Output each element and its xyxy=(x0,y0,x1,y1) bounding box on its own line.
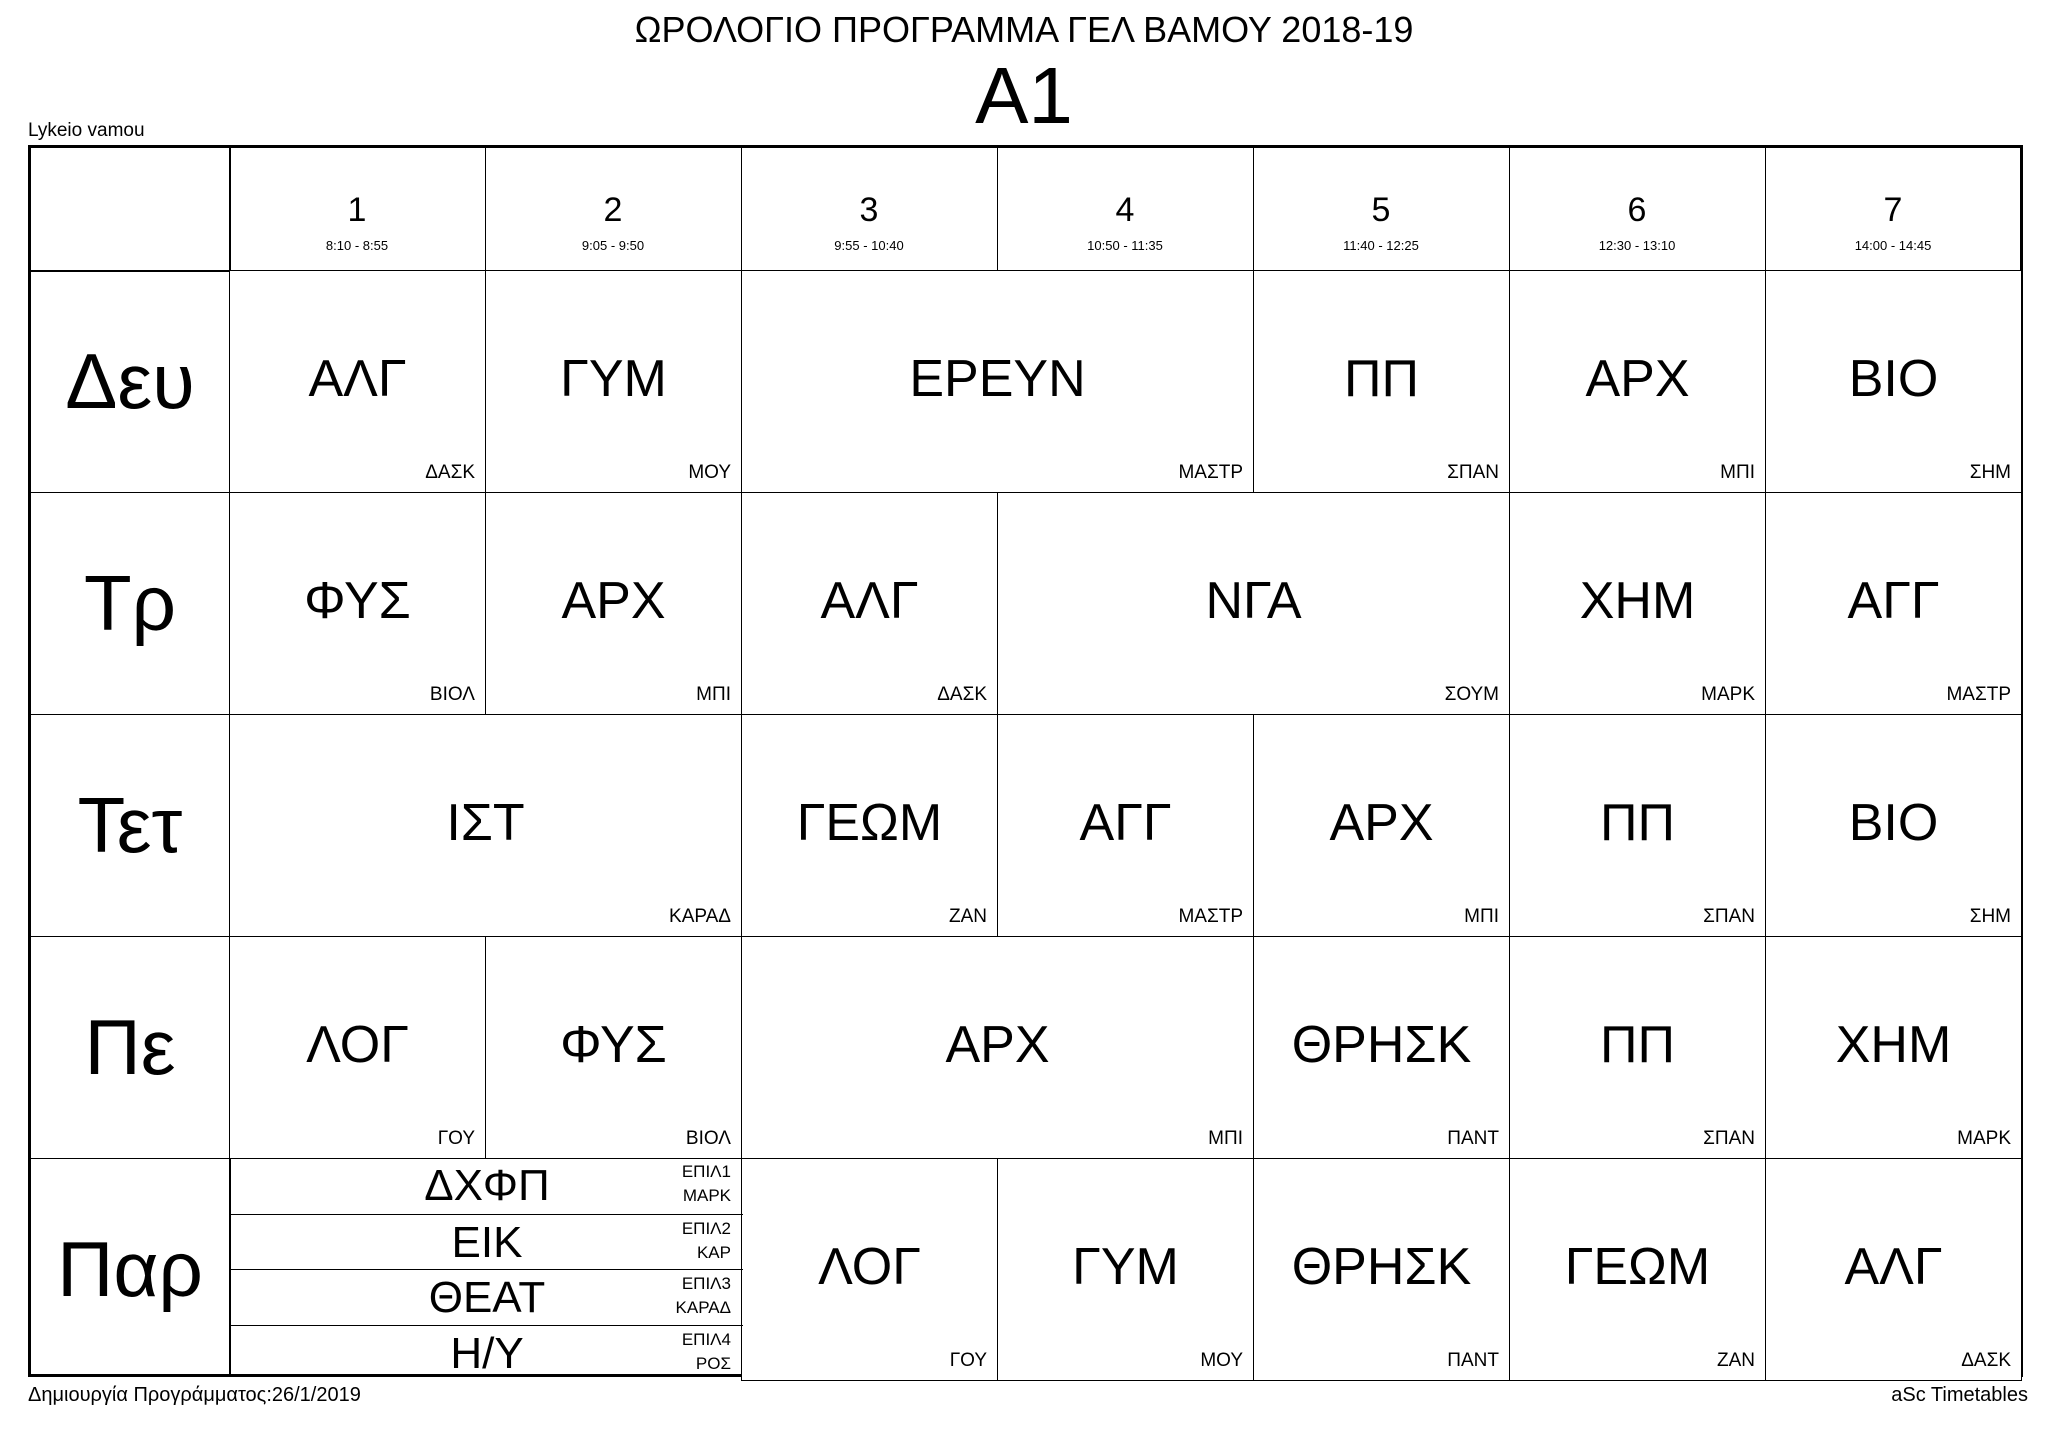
lesson-teacher: ΜΟΥ xyxy=(1200,1350,1243,1371)
lesson-subject: ΦΥΣ xyxy=(304,572,411,630)
lesson-teacher: ΓΟΥ xyxy=(949,1350,987,1371)
lesson-cell[interactable] xyxy=(1765,1158,2022,1381)
lesson-subject: ΘΡΗΣΚ xyxy=(1291,1238,1472,1296)
period-header xyxy=(741,148,997,270)
lesson-subject: ΠΠ xyxy=(1343,350,1420,408)
lesson-subject: ΕΡΕΥΝ xyxy=(909,350,1086,408)
lesson-cell[interactable] xyxy=(1253,1158,1510,1381)
lesson-cell[interactable] xyxy=(229,492,486,715)
lesson-teacher: ΒΙΟΛ xyxy=(429,684,475,705)
lesson-subject: ΑΛΓ xyxy=(308,350,407,408)
lesson-teacher: ΣΠΑΝ xyxy=(1447,462,1499,483)
period-number: 7 xyxy=(1883,191,1903,229)
lesson-subject: ΘΡΗΣΚ xyxy=(1291,1016,1472,1074)
lesson-teacher: ΜΑΣΤΡ xyxy=(1178,906,1243,927)
lesson-cell[interactable] xyxy=(997,714,1254,937)
period-header xyxy=(997,148,1253,270)
lesson-subject: ΠΠ xyxy=(1599,794,1676,852)
lesson-teacher: ΖΑΝ xyxy=(1717,1350,1755,1371)
lesson-teacher: ΔΑΣΚ xyxy=(1961,1350,2011,1371)
lesson-subject: ΓΥΜ xyxy=(560,350,667,408)
period-header xyxy=(229,148,485,270)
period-header xyxy=(1765,148,2021,270)
elective-group: ΕΠΙΛ4 xyxy=(681,1329,731,1349)
lesson-cell[interactable] xyxy=(1509,714,1766,937)
lesson-teacher: ΣΟΥΜ xyxy=(1444,684,1499,705)
period-header xyxy=(485,148,741,270)
lesson-teacher: ΣΠΑΝ xyxy=(1703,906,1755,927)
timetable-grid xyxy=(28,145,2023,1377)
lesson-subject: ΝΓΑ xyxy=(1205,572,1302,630)
elective-subject: ΔΧΦΠ xyxy=(424,1161,550,1210)
lesson-subject: ΑΛΓ xyxy=(1844,1238,1943,1296)
lesson-cell[interactable] xyxy=(741,936,1254,1159)
period-header xyxy=(1253,148,1509,270)
lesson-teacher: ΔΑΣΚ xyxy=(937,684,987,705)
lesson-cell[interactable] xyxy=(741,492,998,715)
period-number: 2 xyxy=(603,191,623,229)
elective-labels xyxy=(676,1272,731,1320)
lesson-subject: ΧΗΜ xyxy=(1579,572,1696,630)
lesson-teacher: ΔΑΣΚ xyxy=(425,462,475,483)
period-number: 5 xyxy=(1371,191,1391,229)
elective-cell[interactable] xyxy=(231,1214,743,1270)
lesson-subject: ΑΡΧ xyxy=(1329,794,1434,852)
lesson-teacher: ΜΠΙ xyxy=(1720,462,1755,483)
lesson-subject: ΧΗΜ xyxy=(1835,1016,1952,1074)
lesson-subject: ΓΥΜ xyxy=(1072,1238,1179,1296)
lesson-cell[interactable] xyxy=(1765,714,2022,937)
brand-label: aSc Timetables xyxy=(1891,1384,2028,1406)
lesson-subject: ΒΙΟ xyxy=(1848,350,1939,408)
lesson-subject: ΑΓΓ xyxy=(1847,572,1940,630)
lesson-cell[interactable] xyxy=(997,492,1510,715)
elective-teacher: ΚΑΡΑΔ xyxy=(675,1298,731,1317)
lesson-subject: ΦΥΣ xyxy=(560,1016,667,1074)
elective-labels xyxy=(682,1328,731,1376)
lesson-teacher: ΠΑΝΤ xyxy=(1447,1350,1499,1371)
lesson-subject: ΙΣΤ xyxy=(446,794,525,852)
lesson-subject: ΛΟΓ xyxy=(818,1238,921,1296)
lesson-cell[interactable] xyxy=(997,1158,1254,1381)
timetable-title: ΩΡΟΛΟΓΙΟ ΠΡΟΓΡΑΜΜΑ ΓΕΛ ΒΑΜΟΥ 2018-19 xyxy=(634,9,1414,50)
lesson-teacher: ΜΑΣΤΡ xyxy=(1178,462,1243,483)
lesson-cell[interactable] xyxy=(1765,936,2022,1159)
lesson-teacher: ΖΑΝ xyxy=(949,906,987,927)
lesson-teacher: ΜΑΣΤΡ xyxy=(1946,684,2011,705)
lesson-cell[interactable] xyxy=(1765,270,2022,493)
elective-cell[interactable] xyxy=(231,1269,743,1325)
class-name: Α1 xyxy=(975,51,1073,140)
lesson-cell[interactable] xyxy=(1765,492,2022,715)
lesson-cell[interactable] xyxy=(1253,936,1510,1159)
lesson-subject: ΠΠ xyxy=(1599,1016,1676,1074)
lesson-subject: ΓΕΩΜ xyxy=(796,794,943,852)
lesson-cell[interactable] xyxy=(1509,1158,1766,1381)
lesson-teacher: ΜΑΡΚ xyxy=(1701,684,1755,705)
elective-subject: ΘΕΑΤ xyxy=(428,1273,546,1322)
period-number: 4 xyxy=(1115,191,1135,229)
day-label: Τρ xyxy=(83,558,176,647)
lesson-teacher: ΜΠΙ xyxy=(696,684,731,705)
lesson-subject: ΑΡΧ xyxy=(1585,350,1690,408)
lesson-teacher: ΠΑΝΤ xyxy=(1447,1128,1499,1149)
elective-group: ΕΠΙΛ3 xyxy=(681,1274,731,1293)
lesson-teacher: ΣΗΜ xyxy=(1969,462,2011,483)
lesson-cell[interactable] xyxy=(741,270,1254,493)
elective-subject: Η/Υ xyxy=(450,1328,524,1378)
lesson-cell[interactable] xyxy=(229,714,742,937)
lesson-teacher: ΣΠΑΝ xyxy=(1703,1128,1755,1149)
period-time: 9:05 - 9:50 xyxy=(581,238,645,253)
day-label: Δευ xyxy=(65,336,195,425)
lesson-cell[interactable] xyxy=(1253,270,1510,493)
lesson-teacher: ΜΠΙ xyxy=(1464,906,1499,927)
elective-cell[interactable] xyxy=(231,1325,743,1381)
lesson-cell[interactable] xyxy=(741,1158,998,1381)
lesson-teacher: ΜΟΥ xyxy=(688,462,731,483)
period-time: 10:50 - 11:35 xyxy=(1087,238,1163,253)
lesson-teacher: ΒΙΟΛ xyxy=(685,1128,731,1149)
elective-teacher: ΜΑΡΚ xyxy=(682,1186,731,1205)
period-header xyxy=(1509,148,1765,270)
elective-labels xyxy=(682,1160,731,1208)
lesson-subject: ΑΡΧ xyxy=(945,1016,1050,1074)
lesson-teacher: ΚΑΡΑΔ xyxy=(669,906,731,927)
lesson-subject: ΓΕΩΜ xyxy=(1564,1238,1711,1296)
lesson-teacher: ΜΠΙ xyxy=(1208,1128,1243,1149)
period-number: 3 xyxy=(859,191,879,229)
lesson-subject: ΑΛΓ xyxy=(820,572,919,630)
period-time: 14:00 - 14:45 xyxy=(1854,238,1932,253)
lesson-cell[interactable] xyxy=(485,936,742,1159)
lesson-cell[interactable] xyxy=(229,270,486,493)
lesson-teacher: ΣΗΜ xyxy=(1969,906,2011,927)
lesson-cell[interactable] xyxy=(485,270,742,493)
period-number: 1 xyxy=(347,191,367,229)
elective-labels xyxy=(682,1217,731,1265)
elective-group: ΕΠΙΛ1 xyxy=(681,1162,731,1181)
lesson-cell[interactable] xyxy=(1509,270,1766,493)
period-time: 12:30 - 13:10 xyxy=(1598,238,1676,253)
lesson-cell[interactable] xyxy=(1509,936,1766,1159)
period-time: 8:10 - 8:55 xyxy=(325,238,389,253)
lesson-subject: ΑΓΓ xyxy=(1079,794,1172,852)
elective-teacher: ΚΑΡ xyxy=(696,1242,731,1262)
lesson-teacher: ΓΟΥ xyxy=(437,1128,475,1149)
lesson-subject: ΑΡΧ xyxy=(561,572,666,630)
lesson-teacher: ΜΑΡΚ xyxy=(1957,1128,2011,1149)
period-time: 11:40 - 12:25 xyxy=(1343,238,1419,253)
lesson-cell[interactable] xyxy=(1509,492,1766,715)
lesson-cell[interactable] xyxy=(1253,714,1510,937)
lesson-cell[interactable] xyxy=(229,936,486,1159)
elective-subject: ΕΙΚ xyxy=(451,1217,523,1267)
lesson-subject: ΒΙΟ xyxy=(1848,794,1939,852)
day-label: Πε xyxy=(84,1002,176,1091)
created-date: Δημιουργία Προγράμματος:26/1/2019 xyxy=(28,1384,361,1406)
elective-cell[interactable] xyxy=(231,1158,743,1214)
school-name: Lykeio vamou xyxy=(28,120,145,141)
lesson-cell[interactable] xyxy=(485,492,742,715)
elective-group: ΕΠΙΛ2 xyxy=(681,1218,731,1238)
period-time: 9:55 - 10:40 xyxy=(834,238,904,253)
day-label: Παρ xyxy=(57,1224,203,1313)
elective-teacher: ΡΟΣ xyxy=(695,1353,731,1373)
lesson-cell[interactable] xyxy=(741,714,998,937)
day-label: Τετ xyxy=(77,780,183,869)
period-number: 6 xyxy=(1627,191,1647,229)
lesson-subject: ΛΟΓ xyxy=(306,1016,409,1074)
